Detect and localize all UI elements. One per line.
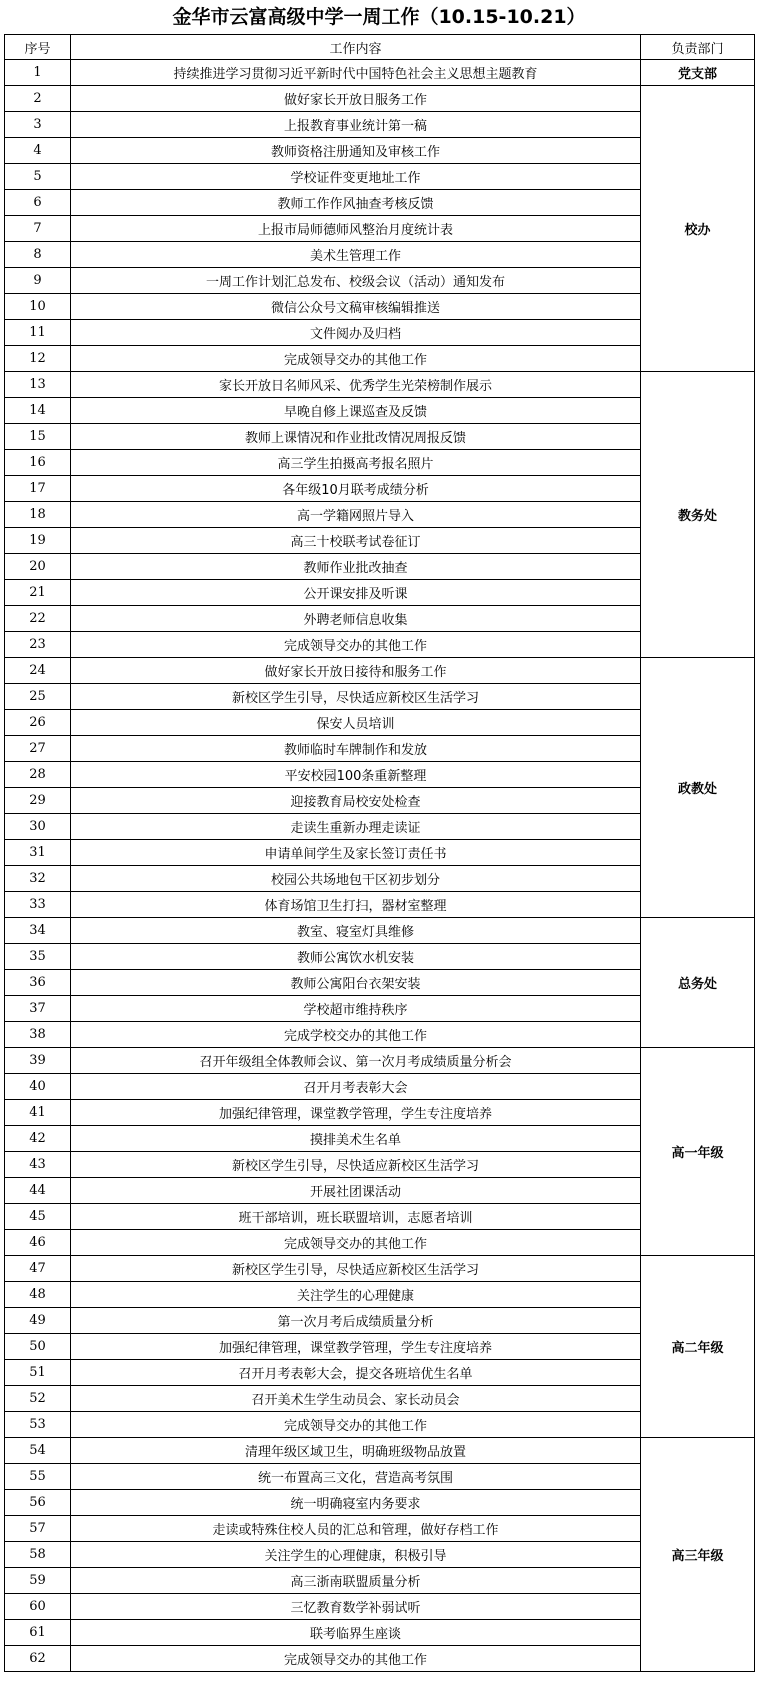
row-number: 1 — [5, 60, 71, 86]
task-text: 班干部培训，班长联盟培训，志愿者培训 — [71, 1204, 641, 1230]
row-number: 18 — [5, 502, 71, 528]
row-number: 55 — [5, 1464, 71, 1490]
table-row — [5, 1048, 755, 1074]
task-text: 新校区学生引导，尽快适应新校区生活学习 — [71, 684, 641, 710]
task-text: 高一学籍网照片导入 — [71, 502, 641, 528]
row-number: 15 — [5, 424, 71, 450]
row-number: 57 — [5, 1516, 71, 1542]
row-number: 13 — [5, 372, 71, 398]
department-cell: 党支部 — [641, 60, 755, 86]
task-text: 教室、寝室灯具维修 — [71, 918, 641, 944]
row-number: 10 — [5, 294, 71, 320]
task-text: 完成领导交办的其他工作 — [71, 1230, 641, 1256]
task-text: 家长开放日名师风采、优秀学生光荣榜制作展示 — [71, 372, 641, 398]
row-number: 6 — [5, 190, 71, 216]
task-text: 迎接教育局校安处检查 — [71, 788, 641, 814]
row-number: 7 — [5, 216, 71, 242]
task-text: 公开课安排及听课 — [71, 580, 641, 606]
task-text: 完成领导交办的其他工作 — [71, 632, 641, 658]
task-text: 教师公寓阳台衣架安装 — [71, 970, 641, 996]
header-num: 序号 — [5, 35, 71, 60]
task-text: 上报市局师德师风整治月度统计表 — [71, 216, 641, 242]
task-text: 做好家长开放日接待和服务工作 — [71, 658, 641, 684]
task-text: 平安校园100条重新整理 — [71, 762, 641, 788]
table-row — [5, 1256, 755, 1282]
header-row — [5, 35, 755, 60]
row-number: 42 — [5, 1126, 71, 1152]
row-number: 14 — [5, 398, 71, 424]
task-text: 文件阅办及归档 — [71, 320, 641, 346]
department-cell: 政教处 — [641, 658, 755, 918]
task-text: 微信公众号文稿审核编辑推送 — [71, 294, 641, 320]
task-text: 召开美术生学生动员会、家长动员会 — [71, 1386, 641, 1412]
task-text: 学校超市维持秩序 — [71, 996, 641, 1022]
task-text: 美术生管理工作 — [71, 242, 641, 268]
table-row — [5, 918, 755, 944]
row-number: 20 — [5, 554, 71, 580]
task-text: 完成学校交办的其他工作 — [71, 1022, 641, 1048]
row-number: 28 — [5, 762, 71, 788]
row-number: 62 — [5, 1646, 71, 1672]
task-text: 学校证件变更地址工作 — [71, 164, 641, 190]
department-cell: 高三年级 — [641, 1438, 755, 1672]
task-text: 申请单间学生及家长签订责任书 — [71, 840, 641, 866]
row-number: 40 — [5, 1074, 71, 1100]
task-text: 加强纪律管理，课堂教学管理，学生专注度培养 — [71, 1334, 641, 1360]
row-number: 48 — [5, 1282, 71, 1308]
task-text: 第一次月考后成绩质量分析 — [71, 1308, 641, 1334]
task-text: 完成领导交办的其他工作 — [71, 346, 641, 372]
task-text: 加强纪律管理，课堂教学管理，学生专注度培养 — [71, 1100, 641, 1126]
row-number: 59 — [5, 1568, 71, 1594]
department-cell: 高二年级 — [641, 1256, 755, 1438]
row-number: 45 — [5, 1204, 71, 1230]
task-text: 新校区学生引导，尽快适应新校区生活学习 — [71, 1256, 641, 1282]
task-text: 联考临界生座谈 — [71, 1620, 641, 1646]
row-number: 34 — [5, 918, 71, 944]
row-number: 29 — [5, 788, 71, 814]
row-number: 37 — [5, 996, 71, 1022]
row-number: 9 — [5, 268, 71, 294]
row-number: 27 — [5, 736, 71, 762]
row-number: 33 — [5, 892, 71, 918]
row-number: 41 — [5, 1100, 71, 1126]
row-number: 32 — [5, 866, 71, 892]
row-number: 31 — [5, 840, 71, 866]
task-text: 上报教育事业统计第一稿 — [71, 112, 641, 138]
task-text: 外聘老师信息收集 — [71, 606, 641, 632]
task-text: 统一布置高三文化，营造高考氛围 — [71, 1464, 641, 1490]
row-number: 35 — [5, 944, 71, 970]
row-number: 17 — [5, 476, 71, 502]
row-number: 52 — [5, 1386, 71, 1412]
task-text: 各年级10月联考成绩分析 — [71, 476, 641, 502]
task-text: 召开年级组全体教师会议、第一次月考成绩质量分析会 — [71, 1048, 641, 1074]
task-text: 关注学生的心理健康，积极引导 — [71, 1542, 641, 1568]
task-text: 新校区学生引导，尽快适应新校区生活学习 — [71, 1152, 641, 1178]
task-text: 教师作业批改抽查 — [71, 554, 641, 580]
row-number: 36 — [5, 970, 71, 996]
task-text: 完成领导交办的其他工作 — [71, 1646, 641, 1672]
table-row — [5, 658, 755, 684]
row-number: 47 — [5, 1256, 71, 1282]
row-number: 26 — [5, 710, 71, 736]
task-text: 教师上课情况和作业批改情况周报反馈 — [71, 424, 641, 450]
table-row — [5, 1438, 755, 1464]
task-text: 教师临时车牌制作和发放 — [71, 736, 641, 762]
row-number: 43 — [5, 1152, 71, 1178]
row-number: 49 — [5, 1308, 71, 1334]
task-text: 关注学生的心理健康 — [71, 1282, 641, 1308]
row-number: 44 — [5, 1178, 71, 1204]
task-text: 开展社团课活动 — [71, 1178, 641, 1204]
row-number: 16 — [5, 450, 71, 476]
department-cell: 总务处 — [641, 918, 755, 1048]
row-number: 30 — [5, 814, 71, 840]
task-text: 持续推进学习贯彻习近平新时代中国特色社会主义思想主题教育 — [71, 60, 641, 86]
row-number: 4 — [5, 138, 71, 164]
row-number: 38 — [5, 1022, 71, 1048]
row-number: 58 — [5, 1542, 71, 1568]
task-text: 统一明确寝室内务要求 — [71, 1490, 641, 1516]
row-number: 54 — [5, 1438, 71, 1464]
task-text: 高三浙南联盟质量分析 — [71, 1568, 641, 1594]
task-text: 保安人员培训 — [71, 710, 641, 736]
task-text: 完成领导交办的其他工作 — [71, 1412, 641, 1438]
row-number: 24 — [5, 658, 71, 684]
row-number: 51 — [5, 1360, 71, 1386]
task-text: 三忆教育数学补弱试听 — [71, 1594, 641, 1620]
row-number: 39 — [5, 1048, 71, 1074]
row-number: 25 — [5, 684, 71, 710]
row-number: 61 — [5, 1620, 71, 1646]
row-number: 2 — [5, 86, 71, 112]
row-number: 11 — [5, 320, 71, 346]
department-cell: 教务处 — [641, 372, 755, 658]
department-cell: 校办 — [641, 86, 755, 372]
department-cell: 高一年级 — [641, 1048, 755, 1256]
task-text: 校园公共场地包干区初步划分 — [71, 866, 641, 892]
task-text: 高三学生拍摄高考报名照片 — [71, 450, 641, 476]
task-text: 走读生重新办理走读证 — [71, 814, 641, 840]
task-text: 摸排美术生名单 — [71, 1126, 641, 1152]
task-text: 早晚自修上课巡查及反馈 — [71, 398, 641, 424]
row-number: 8 — [5, 242, 71, 268]
task-text: 做好家长开放日服务工作 — [71, 86, 641, 112]
row-number: 22 — [5, 606, 71, 632]
weekly-work-table — [4, 34, 755, 1672]
row-number: 46 — [5, 1230, 71, 1256]
row-number: 53 — [5, 1412, 71, 1438]
row-number: 5 — [5, 164, 71, 190]
table-body — [5, 60, 755, 1672]
row-number: 19 — [5, 528, 71, 554]
task-text: 清理年级区域卫生，明确班级物品放置 — [71, 1438, 641, 1464]
task-text: 高三十校联考试卷征订 — [71, 528, 641, 554]
table-row — [5, 60, 755, 86]
task-text: 召开月考表彰大会，提交各班培优生名单 — [71, 1360, 641, 1386]
task-text: 一周工作计划汇总发布、校级会议（活动）通知发布 — [71, 268, 641, 294]
task-text: 召开月考表彰大会 — [71, 1074, 641, 1100]
header-dept: 负责部门 — [641, 35, 755, 60]
row-number: 21 — [5, 580, 71, 606]
task-text: 教师公寓饮水机安装 — [71, 944, 641, 970]
row-number: 12 — [5, 346, 71, 372]
task-text: 教师工作作风抽查考核反馈 — [71, 190, 641, 216]
task-text: 走读或特殊住校人员的汇总和管理，做好存档工作 — [71, 1516, 641, 1542]
row-number: 50 — [5, 1334, 71, 1360]
row-number: 3 — [5, 112, 71, 138]
table-row — [5, 86, 755, 112]
row-number: 60 — [5, 1594, 71, 1620]
row-number: 56 — [5, 1490, 71, 1516]
row-number: 23 — [5, 632, 71, 658]
task-text: 教师资格注册通知及审核工作 — [71, 138, 641, 164]
table-row — [5, 372, 755, 398]
task-text: 体育场馆卫生打扫，器材室整理 — [71, 892, 641, 918]
header-task: 工作内容 — [71, 35, 641, 60]
page-title: 金华市云富高级中学一周工作（10.15-10.21） — [172, 6, 586, 28]
